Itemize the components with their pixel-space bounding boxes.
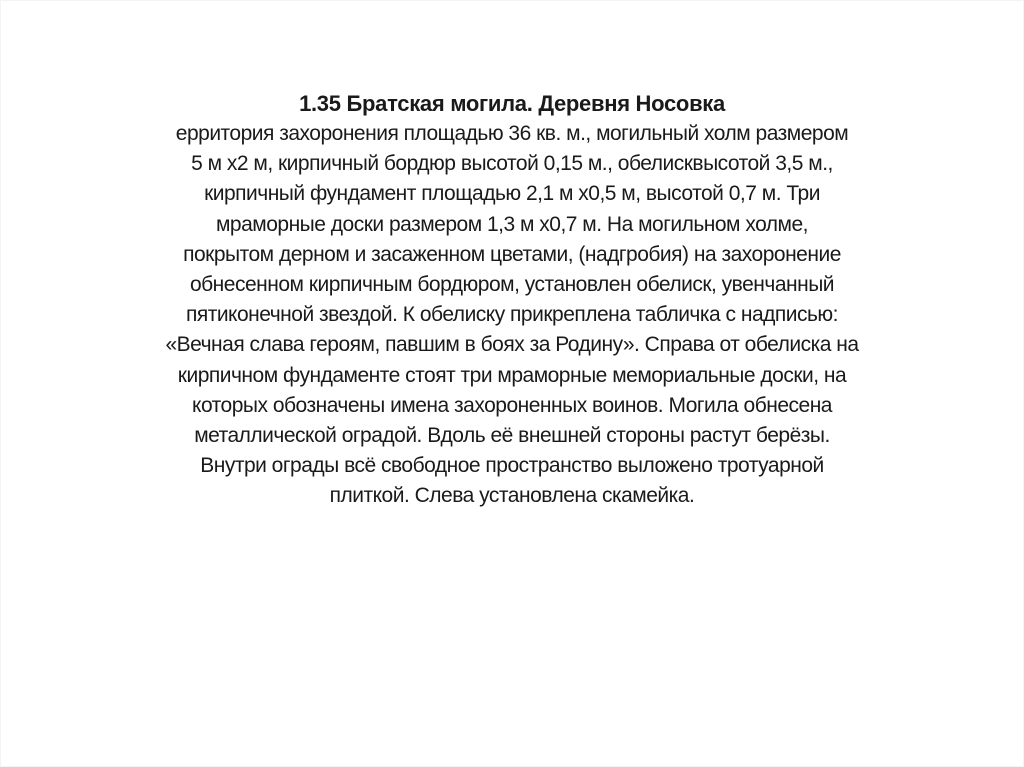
body-line: металлической оградой. Вдоль её внешней стороны растут берёзы. xyxy=(194,424,830,448)
slide-title: 1.35 Братская могила. Деревня Носовка xyxy=(299,91,725,116)
body-line: пятиконечной звездой. К обелиску прикреплена табличка с надписью: xyxy=(185,303,839,327)
body-line: «Вечная слава героям, павшим в боях за Родину». Справа от обелиска на xyxy=(165,333,859,357)
body-line: Внутри ограды всё свободное пространство выложено тротуарной xyxy=(200,454,824,478)
body-line: 5 м х2 м, кирпичный бордюр высотой 0,15 м., обелисквысотой 3,5 м., xyxy=(191,152,833,176)
body-line: плиткой. Слева установлена скамейка. xyxy=(329,484,695,508)
body-line: обнесенном кирпичным бордюром, установлен обелиск, увенчанный xyxy=(189,273,835,297)
body-line: кирпичный фундамент площадью 2,1 м х0,5 м, высотой 0,7 м. Три xyxy=(204,182,820,206)
body-line: кирпичном фундаменте стоят три мраморные мемориальные доски, на xyxy=(177,363,847,387)
body-line: покрытом дерном и засаженном цветами, (надгробия) на захоронение xyxy=(183,242,841,266)
body-line: мраморные доски размером 1,3 м х0,7 м. На могильном холме, xyxy=(215,212,809,236)
body-line: которых обозначены имена захороненных воинов. Могила обнесена xyxy=(192,393,832,417)
slide-text-block xyxy=(41,89,983,512)
body-line: ерритория захоронения площадью 36 кв. м., могильный холм размером xyxy=(175,122,849,145)
